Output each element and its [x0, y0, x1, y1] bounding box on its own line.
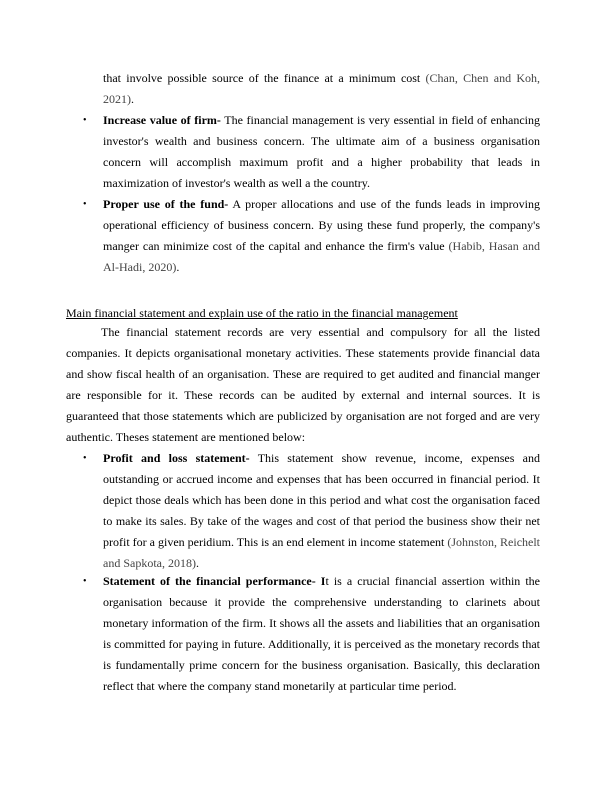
bullet-item-profit-loss — [103, 448, 540, 574]
bullet-icon: • — [83, 576, 87, 587]
section-paragraph — [66, 322, 540, 448]
bullet-end: . — [176, 260, 180, 274]
bullet-item-proper-use — [103, 194, 540, 278]
continuation-end: . — [131, 92, 134, 106]
continuation-text: that involve possible source of the finance at a minimum cost — [103, 71, 426, 85]
paragraph-text: The financial statement records are very essential and compulsory for all the listed companies. It depicts organisational monetary activities. These statements provide financial data and show fiscal health of an organisation. These are required to get audited and financial manger are responsible for it. These records can be audited by external and internal sources. It is guaranteed that those statements which are publicized by organisation are not forged and are very authentic. Theses statement are mentioned below: — [66, 325, 540, 444]
bullet-title: Proper use of the fund- — [103, 197, 229, 211]
bullet-title: Profit and loss statement- — [103, 451, 250, 465]
bullet-item-financial-performance — [103, 571, 540, 697]
section-heading: Main financial statement and explain use of the ratio in the financial management — [66, 306, 458, 320]
bullet-citation: (Johnston, Reichelt and Sapkota, 2018) — [103, 535, 541, 570]
bullet-text: t is a crucial financial assertion within the organisation because it provide the comprehensive understanding to clarinets about monetary information of the firm. It shows all the assets and liabilities that an organisation is committed for paying in future. Additionally, it is perceived as the monetary records that is fundamentally prime concern for the business organisation. Basically, this declaration reflect that where the company stand monetarily at particular time period. — [103, 574, 540, 693]
bullet-title: Statement of the financial performance- I — [103, 574, 326, 588]
bullet-item-increase-value — [103, 110, 540, 194]
continuation-paragraph — [103, 68, 540, 110]
bullet-text: A proper allocations and use of the funds leads in improving operational efficiency of business concern. By using these fund properly, the company's manger can minimize cost of the capital and enhance the firm's value — [103, 197, 540, 253]
bullet-text: The financial management is very essential in field of enhancing investor's wealth and business concern. The ultimate aim of a business organisation concern will accomplish maximum profit and a higher probability that leads in maximization of investor's wealth as well a the country. — [103, 113, 540, 190]
bullet-text: This statement show revenue, income, expenses and outstanding or accrued income and expenses that has been occurred in financial period. It depict those deals which has been done in this period and what cost the organisation faced to make its sales. By take of the wages and cost of that period the business show their net profit for a given peridium. This is an end element in income statement — [103, 451, 540, 549]
bullet-icon: • — [83, 115, 87, 126]
bullet-citation: (Habib, Hasan and Al-Hadi, 2020) — [103, 239, 540, 274]
bullet-icon: • — [83, 453, 87, 464]
bullet-end: . — [195, 556, 199, 570]
bullet-title: Increase value of firm- — [103, 113, 221, 127]
continuation-citation: (Chan, Chen and Koh, 2021) — [103, 71, 540, 106]
bullet-icon: • — [83, 199, 87, 210]
